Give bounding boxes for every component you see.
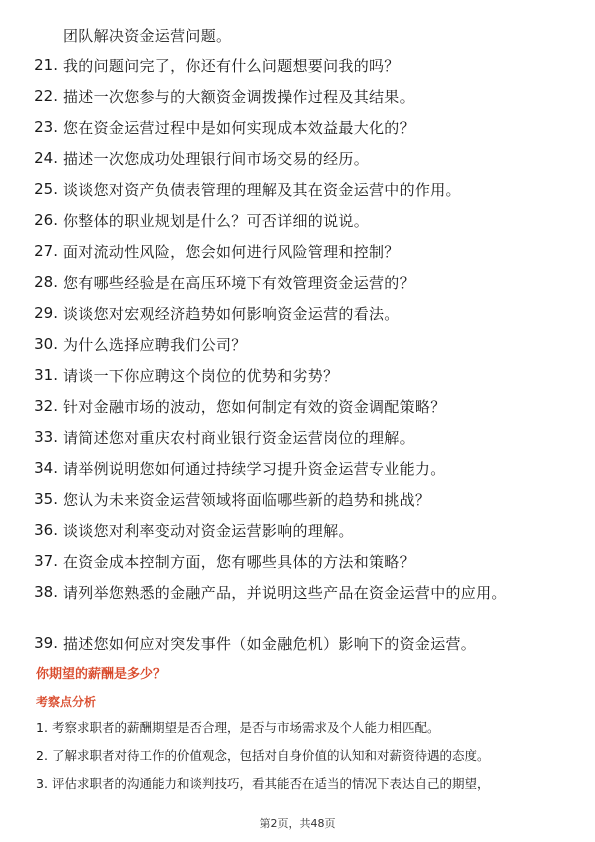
question-text: 针对金融市场的波动，您如何制定有效的资金调配策略？ bbox=[63, 398, 446, 416]
question-text: 面对流动性风险，您会如何进行风险管理和控制？ bbox=[63, 243, 400, 261]
question-item bbox=[0, 272, 595, 303]
page-footer: 第2页，共48页 bbox=[259, 817, 336, 830]
point-number: 1. bbox=[36, 720, 48, 735]
question-number: 25. bbox=[34, 180, 58, 198]
analysis-point bbox=[36, 719, 566, 747]
question-text: 请列举您熟悉的金融产品，并说明这些产品在资金运营中的应用。 bbox=[63, 584, 507, 602]
question-text: 请谈一下你应聘这个岗位的优势和劣势？ bbox=[63, 367, 339, 385]
question-number: 22. bbox=[34, 87, 58, 105]
question-item bbox=[0, 117, 595, 148]
question-list bbox=[0, 55, 595, 664]
question-text: 在资金成本控制方面，您有哪些具体的方法和策略？ bbox=[63, 553, 415, 571]
question-number: 26. bbox=[34, 211, 58, 229]
question-text: 描述您如何应对突发事件（如金融危机）影响下的资金运营。 bbox=[63, 635, 477, 653]
question-item bbox=[0, 179, 595, 210]
analysis-point bbox=[36, 747, 566, 775]
question-text: 请举例说明您如何通过持续学习提升资金运营专业能力。 bbox=[63, 460, 446, 478]
question-number: 32. bbox=[34, 397, 58, 415]
section-title: 你期望的薪酬是多少？ bbox=[36, 667, 167, 682]
question-item bbox=[0, 334, 595, 365]
question-text: 您认为未来资金运营领域将面临哪些新的趋势和挑战？ bbox=[63, 491, 431, 509]
analysis-point-list bbox=[36, 719, 566, 803]
question-item bbox=[0, 427, 595, 458]
question-text: 您有哪些经验是在高压环境下有效管理资金运营的？ bbox=[63, 274, 415, 292]
question-item bbox=[0, 210, 595, 241]
point-text: 考察求职者的薪酬期望是否合理，是否与市场需求及个人能力相匹配。 bbox=[52, 720, 440, 735]
question-text: 谈谈您对宏观经济趋势如何影响资金运营的看法。 bbox=[63, 305, 400, 323]
question-item bbox=[0, 55, 595, 86]
question-text: 描述一次您成功处理银行间市场交易的经历。 bbox=[63, 150, 370, 168]
point-text: 了解求职者对待工作的价值观念，包括对自身价值的认知和对薪资待遇的态度。 bbox=[52, 748, 490, 763]
question-text: 谈谈您对资产负债表管理的理解及其在资金运营中的作用。 bbox=[63, 181, 461, 199]
question-text: 请简述您对重庆农村商业银行资金运营岗位的理解。 bbox=[63, 429, 415, 447]
point-number: 2. bbox=[36, 748, 48, 763]
question-text: 您在资金运营过程中是如何实现成本效益最大化的？ bbox=[63, 119, 415, 137]
question-number: 38. bbox=[34, 583, 58, 601]
question-item bbox=[0, 396, 595, 427]
question-number: 24. bbox=[34, 149, 58, 167]
question-item bbox=[0, 148, 595, 179]
question-number: 28. bbox=[34, 273, 58, 291]
question-item bbox=[0, 551, 595, 582]
question-text: 描述一次您参与的大额资金调拨操作过程及其结果。 bbox=[63, 88, 415, 106]
question-number: 39. bbox=[34, 634, 58, 652]
question-item bbox=[0, 489, 595, 520]
question-text: 谈谈您对利率变动对资金运营影响的理解。 bbox=[63, 522, 354, 540]
question-number: 37. bbox=[34, 552, 58, 570]
question-number: 30. bbox=[34, 335, 58, 353]
point-text: 评估求职者的沟通能力和谈判技巧，看其能否在适当的情况下表达自己的期望， bbox=[52, 776, 490, 791]
question-number: 21. bbox=[34, 56, 58, 74]
question-number: 31. bbox=[34, 366, 58, 384]
question-number: 34. bbox=[34, 459, 58, 477]
question-item bbox=[0, 241, 595, 272]
section-subtitle: 考察点分析 bbox=[36, 695, 97, 709]
question-number: 27. bbox=[34, 242, 58, 260]
question-number: 35. bbox=[34, 490, 58, 508]
point-number: 3. bbox=[36, 776, 48, 791]
question-number: 36. bbox=[34, 521, 58, 539]
question-number: 29. bbox=[34, 304, 58, 322]
continuation-text: 团队解决资金运营问题。 bbox=[63, 27, 232, 45]
question-item bbox=[0, 520, 595, 551]
question-item bbox=[0, 633, 595, 664]
question-text: 我的问题问完了，你还有什么问题想要问我的吗？ bbox=[63, 57, 400, 75]
question-number: 23. bbox=[34, 118, 58, 136]
question-number: 33. bbox=[34, 428, 58, 446]
question-item bbox=[0, 303, 595, 334]
analysis-point bbox=[36, 775, 566, 803]
question-item bbox=[0, 365, 595, 396]
question-item bbox=[0, 86, 595, 117]
question-item bbox=[0, 458, 595, 489]
question-text: 你整体的职业规划是什么？可否详细的说说。 bbox=[63, 212, 370, 230]
question-text: 为什么选择应聘我们公司？ bbox=[63, 336, 247, 354]
question-item bbox=[0, 582, 595, 633]
